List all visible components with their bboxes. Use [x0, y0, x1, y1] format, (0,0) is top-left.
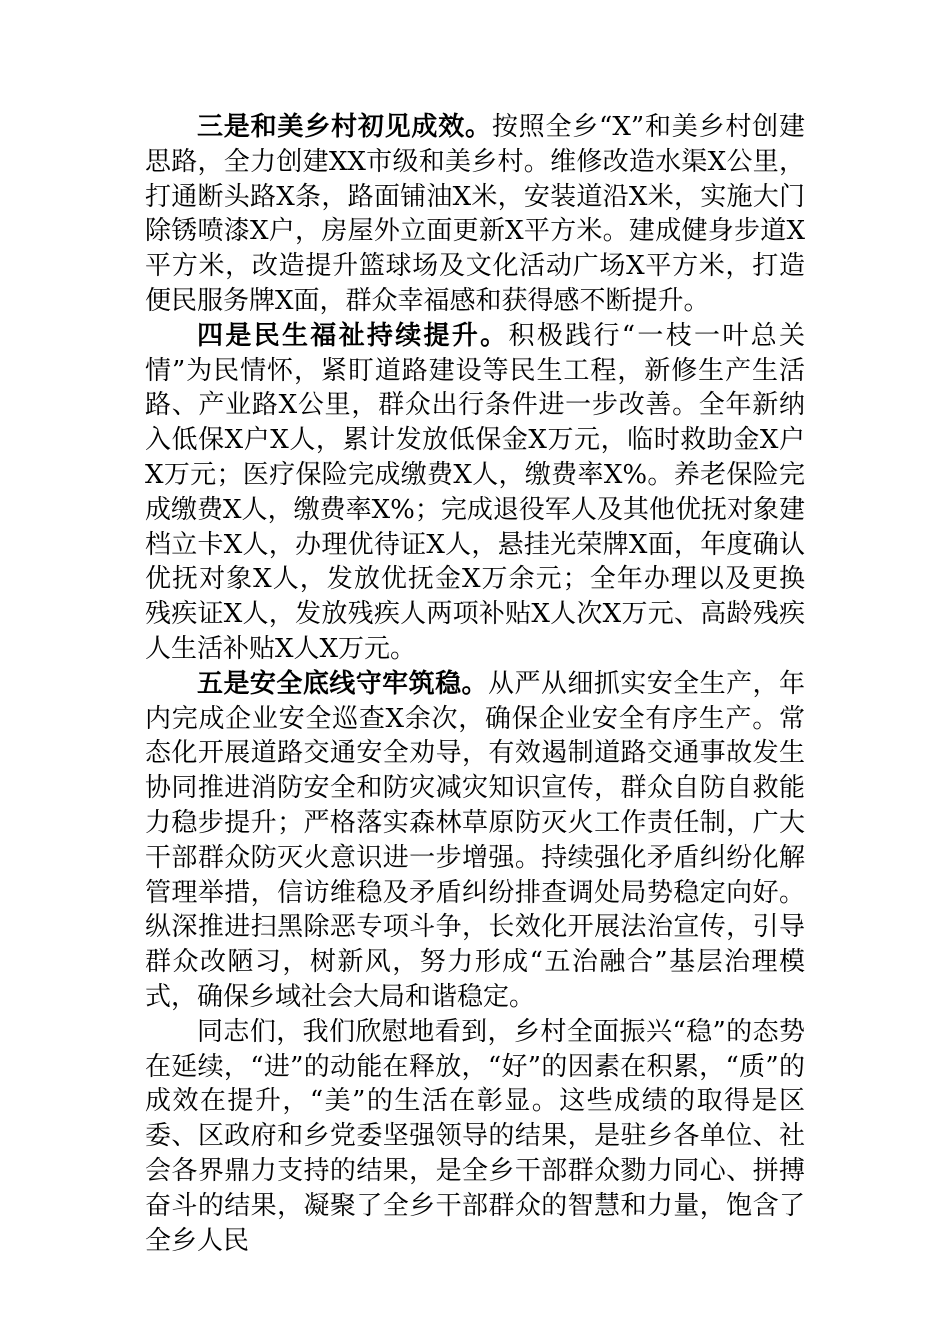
paragraph-lead: 三是和美乡村初见成效。 — [197, 112, 492, 142]
paragraph-text: 从严从细抓实安全生产，年内完成企业安全巡查X余次，确保企业安全有序生产。常态化开展道路交通安全劝导，有效遏制道路交通事故发生协同推进消防安全和防灾减灾知识宣传，群众自防自救能力稳步提升；严格落实森林草原防灭火工作责任制，广大干部群众防灭火意识进一步增强。持续强化矛盾纠纷化解管理举措，信访维稳及矛盾纠纷排查调处局势稳定向好。纵深推进扫黑除恶专项斗争，长效化开展法治宣传，引导群众改陋习，树新风，努力形成“五治融合”基层治理模式，确保乡域社会大局和谐稳定。 — [145, 668, 805, 1012]
paragraph-harmonious-village — [145, 110, 805, 319]
paragraph-livelihood — [145, 319, 805, 667]
paragraph-conclusion — [145, 1015, 805, 1259]
paragraph-lead: 四是民生福祉持续提升。 — [197, 320, 509, 351]
paragraph-text: 按照全乡“X”和美乡村创建思路，全力创建XX市级和美乡村。维修改造水渠X公里，打通断头路X条，路面铺油X米，安装道沿X米，实施大门除锈喷漆X户，房屋外立面更新X平方米。建成健身步道X平方米，改造提升篮球场及文化活动广场X平方米，打造便民服务牌X面，群众幸福感和获得感不断提升。 — [145, 112, 805, 316]
document-body — [145, 110, 805, 1258]
paragraph-text: 积极践行“一枝一叶总关情”为民情怀，紧盯道路建设等民生工程，新修生产生活路、产业路X公里，群众出行条件进一步改善。全年新纳入低保X户X人，累计发放低保金X万元，临时救助金X户X万元；医疗保险完成缴费X人，缴费率X%。养老保险完成缴费X人，缴费率X%；完成退役军人及其他优抚对象建档立卡X人，办理优待证X人，悬挂光荣牌X面，年度确认优抚对象X人，发放优抚金X万余元；全年办理以及更换残疾证X人，发放残疾人两项补贴X人次X万元、高龄残疾人生活补贴X人X万元。 — [145, 320, 805, 664]
paragraph-lead: 五是安全底线守牢筑稳。 — [197, 668, 488, 699]
paragraph-text: 同志们，我们欣慰地看到，乡村全面振兴“稳”的态势在延续，“进”的动能在释放，“好”的因素在积累，“质”的成效在提升，“美”的生活在彰显。这些成绩的取得是区委、区政府和乡党委坚强领导的结果，是驻乡各单位、社会各界鼎力支持的结果，是全乡干部群众勠力同心、拼搏奋斗的结果，凝聚了全乡干部群众的智慧和力量，饱含了全乡人民 — [145, 1016, 805, 1256]
paragraph-safety — [145, 667, 805, 1015]
